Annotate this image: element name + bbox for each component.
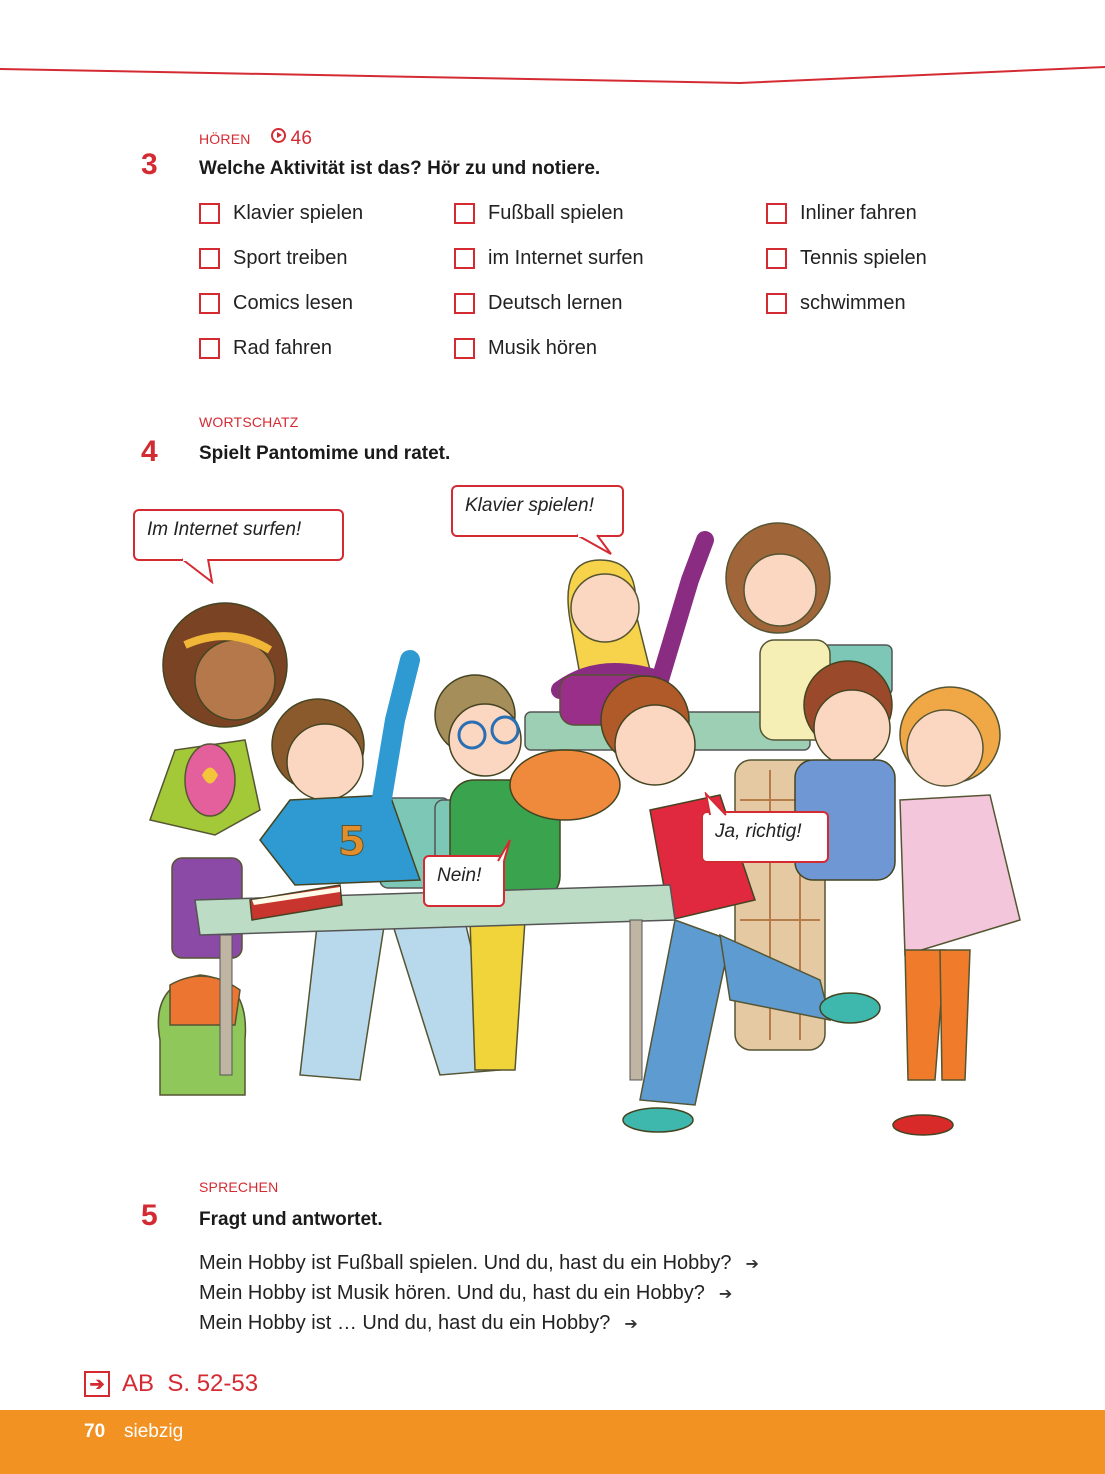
exercise-number: 5 bbox=[141, 1199, 158, 1232]
speech-bubble-text: Klavier spielen! bbox=[465, 495, 594, 516]
section-tag-wortschatz: WORTSCHATZ bbox=[199, 414, 299, 430]
speech-bubble-nein bbox=[423, 855, 505, 907]
checklist-label: Inliner fahren bbox=[800, 202, 917, 224]
workbook-reference[interactable] bbox=[84, 1370, 258, 1398]
checklist-label: Klavier spielen bbox=[233, 202, 364, 224]
speech-bubble-text: Ja, richtig! bbox=[715, 821, 802, 842]
checklist-item[interactable] bbox=[199, 337, 332, 360]
checklist-item[interactable] bbox=[766, 247, 927, 270]
audio-play-icon[interactable] bbox=[271, 128, 286, 143]
checklist-label: Musik hören bbox=[488, 337, 597, 359]
checklist-item[interactable] bbox=[766, 202, 917, 225]
checklist-label: im Internet surfen bbox=[488, 247, 644, 269]
checklist-item[interactable] bbox=[199, 247, 348, 270]
exercise-title: Spielt Pantomime und ratet. bbox=[199, 443, 451, 464]
speech-bubble-text: Im Internet surfen! bbox=[147, 519, 302, 540]
arrow-box-icon: ➔ bbox=[84, 1371, 110, 1397]
speech-bubble-internet bbox=[133, 509, 344, 561]
checklist-label: schwimmen bbox=[800, 292, 906, 314]
page-number-word: siebzig bbox=[124, 1421, 184, 1442]
exercise-title: Welche Aktivität ist das? Hör zu und notiere. bbox=[199, 158, 601, 179]
speech-bubble-text: Nein! bbox=[437, 865, 482, 886]
dialog-line bbox=[199, 1252, 759, 1275]
classroom-illustration bbox=[130, 480, 1030, 1150]
checklist-label: Sport treiben bbox=[233, 247, 348, 269]
svg-text:5: 5 bbox=[338, 819, 366, 865]
audio-track[interactable] bbox=[271, 128, 313, 149]
checklist-item[interactable] bbox=[199, 292, 353, 315]
checklist-item[interactable] bbox=[454, 292, 623, 315]
checklist-item[interactable] bbox=[766, 292, 906, 315]
dialog-line bbox=[199, 1312, 638, 1335]
speech-bubble-richtig bbox=[701, 811, 829, 863]
arrow-right-icon: ➔ bbox=[745, 1256, 759, 1273]
dialog-line bbox=[199, 1282, 732, 1305]
header-rule bbox=[0, 55, 1105, 95]
checklist-label: Rad fahren bbox=[233, 337, 332, 359]
checkbox[interactable] bbox=[454, 248, 475, 269]
exercise-title: Fragt und antwortet. bbox=[199, 1209, 383, 1230]
speech-bubble-tail bbox=[180, 558, 220, 584]
checklist-label: Tennis spielen bbox=[800, 247, 927, 269]
checklist-label: Fußball spielen bbox=[488, 202, 624, 224]
workbook-reference-text: AB S. 52-53 bbox=[122, 1370, 259, 1397]
checkbox[interactable] bbox=[199, 293, 220, 314]
checkbox[interactable] bbox=[199, 203, 220, 224]
speech-bubble-klavier bbox=[451, 485, 624, 537]
checklist-label: Comics lesen bbox=[233, 292, 354, 314]
arrow-right-icon: ➔ bbox=[624, 1316, 638, 1333]
exercise-number: 3 bbox=[141, 148, 158, 181]
checklist-item[interactable] bbox=[199, 202, 363, 225]
audio-track-number: 46 bbox=[290, 128, 313, 149]
checkbox[interactable] bbox=[766, 203, 787, 224]
section-tag-sprechen: SPRECHEN bbox=[199, 1179, 279, 1195]
checkbox[interactable] bbox=[454, 203, 475, 224]
checklist-item[interactable] bbox=[454, 247, 644, 270]
speech-bubble-tail bbox=[702, 792, 732, 816]
checklist-label: Deutsch lernen bbox=[488, 292, 623, 314]
section-tag-label: HÖREN bbox=[199, 131, 251, 147]
checkbox[interactable] bbox=[766, 248, 787, 269]
dialog-text: Mein Hobby ist Fußball spielen. Und du, hast du ein Hobby? bbox=[199, 1252, 732, 1274]
page-number: 70 bbox=[84, 1421, 106, 1442]
checklist-item[interactable] bbox=[454, 337, 597, 360]
dialog-text: Mein Hobby ist Musik hören. Und du, hast du ein Hobby? bbox=[199, 1282, 705, 1304]
checkbox[interactable] bbox=[199, 338, 220, 359]
checkbox[interactable] bbox=[199, 248, 220, 269]
speech-bubble-tail bbox=[575, 534, 615, 556]
exercise-number: 4 bbox=[141, 435, 158, 468]
checkbox[interactable] bbox=[454, 293, 475, 314]
speech-bubble-tail bbox=[496, 838, 518, 862]
arrow-right-icon: ➔ bbox=[718, 1286, 733, 1303]
checklist-item[interactable] bbox=[454, 202, 624, 225]
checkbox[interactable] bbox=[766, 293, 787, 314]
section-tag-hoeren bbox=[199, 128, 312, 150]
dialog-text: Mein Hobby ist … Und du, hast du ein Hobby? bbox=[199, 1312, 611, 1334]
checkbox[interactable] bbox=[454, 338, 475, 359]
